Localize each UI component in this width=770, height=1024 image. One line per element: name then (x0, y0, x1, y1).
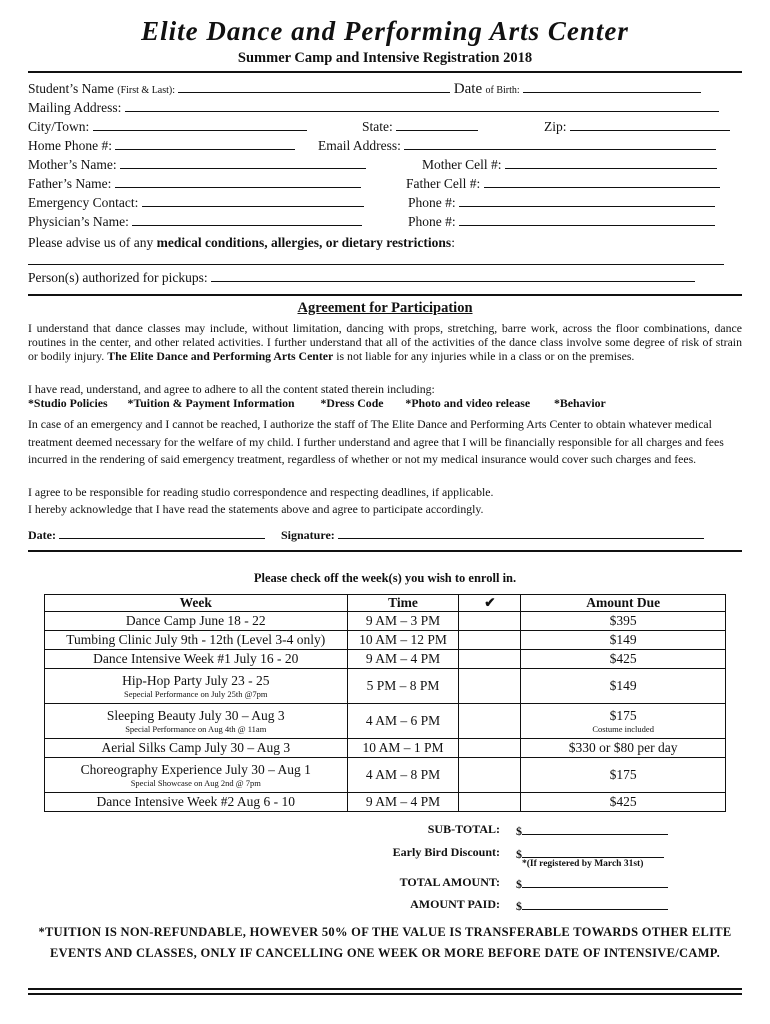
early-bird-currency: $ (516, 847, 522, 861)
date-field[interactable] (59, 526, 265, 539)
amount-paid-value (516, 897, 668, 914)
week-cell: Dance Intensive Week #2 Aug 6 - 10 (45, 793, 348, 812)
table-row (45, 650, 726, 669)
subtotal-label: SUB-TOTAL: (427, 822, 500, 836)
mailing-address-field[interactable] (125, 99, 719, 112)
early-bird-label: Early Bird Discount: (392, 845, 500, 859)
amount-cell (521, 704, 726, 739)
refund-policy-line-2: EVENTS AND CLASSES, ONLY IF CANCELLING ONE WEEK OR MORE BEFORE DATE OF INTENSIVE/CAMP. (49, 946, 721, 960)
dob-label: Date (453, 81, 483, 97)
week-title: Hip-Hop Party July 23 - 25 (122, 672, 270, 688)
agreement-paragraph-3: In case of an emergency and I cannot be reached, I authorize the staff of The Elite Dance and Performing Arts Center to obtain whatever medical treatment deemed necessary for the welfare of my child. I further understand and agree that I will be financially responsible for all charges and fees incurred in the rendering of said emergency treatment, regardless of whether or not my medical insurance would cover such charges and fees. (28, 417, 724, 466)
column-header-amount: Amount Due (521, 595, 726, 612)
amount-paid-label: AMOUNT PAID: (410, 897, 500, 911)
father-cell-field[interactable] (484, 175, 720, 188)
enroll-checkbox[interactable] (459, 758, 521, 793)
date-label: Date: (28, 528, 56, 542)
student-name-label: Student’s Name (28, 81, 114, 96)
dob-field[interactable] (523, 80, 701, 93)
zip-group (544, 118, 730, 135)
emergency-contact-field[interactable] (142, 194, 364, 207)
total-currency: $ (516, 877, 522, 891)
policy-behavior: *Behavior (553, 396, 606, 410)
policy-list (28, 396, 742, 410)
table-row (45, 758, 726, 793)
mother-cell-field[interactable] (505, 156, 717, 169)
paid-currency: $ (516, 899, 522, 913)
time-cell: 5 PM – 8 PM (347, 669, 459, 704)
amount-cell: $330 or $80 per day (521, 739, 726, 758)
subtotal-currency: $ (516, 824, 522, 838)
week-cell: Dance Camp June 18 - 22 (45, 612, 348, 631)
emergency-contact-label: Emergency Contact: (28, 195, 139, 210)
agreement-p1-text: I understand that dance classes may include, without limitation, dancing with props, stretching, barre work, across the floor combinations, dance routines in the center, and other related activities. I further understand that all of the activities of the dance class involve some degree of risk of strain or bodily injury. (28, 321, 742, 363)
amount-paid-field[interactable] (522, 897, 668, 910)
subtotal-field[interactable] (522, 822, 668, 835)
city-field[interactable] (93, 118, 307, 131)
physician-phone-label: Phone #: (408, 214, 456, 229)
amount-cell: $395 (521, 612, 726, 631)
enroll-checkbox[interactable] (459, 650, 521, 669)
father-name-field[interactable] (115, 175, 361, 188)
mother-name-label: Mother’s Name: (28, 157, 117, 172)
amount-cell: $425 (521, 793, 726, 812)
policy-dress-code: *Dress Code (320, 396, 384, 410)
amount-value: $175 (609, 707, 637, 723)
physician-phone-group (408, 213, 715, 230)
city-row (28, 118, 307, 135)
enrollment-table (44, 594, 726, 812)
email-group (318, 137, 716, 154)
state-group (362, 118, 478, 135)
time-cell: 9 AM – 3 PM (347, 612, 459, 631)
agreement-paragraph-5: I hereby acknowledge that I have read the statements above and agree to participate accordingly. (28, 502, 484, 516)
amount-cell: $175 (521, 758, 726, 793)
week-note: Sepecial Performance on July 25th @7pm (123, 688, 268, 699)
week-cell: Aerial Silks Camp July 30 – Aug 3 (45, 739, 348, 758)
signature-label: Signature: (280, 528, 335, 542)
father-name-row (28, 175, 361, 192)
refund-policy-line-1: *TUITION IS NON-REFUNDABLE, HOWEVER 50% OF THE VALUE IS TRANSFERABLE TOWARDS OTHER ELITE (38, 925, 732, 939)
zip-label: Zip: (544, 119, 567, 134)
page-subtitle: Summer Camp and Intensive Registration 2018 (237, 50, 533, 66)
zip-field[interactable] (570, 118, 730, 131)
physician-phone-field[interactable] (459, 213, 715, 226)
mother-cell-label: Mother Cell #: (422, 157, 502, 172)
emergency-contact-row (28, 194, 364, 211)
time-cell: 4 AM – 8 PM (347, 758, 459, 793)
table-row (45, 793, 726, 812)
policy-photo-video: *Photo and video release (405, 396, 531, 410)
column-header-time: Time (347, 595, 459, 612)
amount-cell: $425 (521, 650, 726, 669)
mother-name-field[interactable] (120, 156, 366, 169)
emergency-phone-field[interactable] (459, 194, 715, 207)
dob-label-b: of Birth: (485, 85, 520, 96)
agreement-paragraph-1 (28, 321, 742, 363)
total-amount-field[interactable] (522, 875, 668, 888)
agreement-p1-end: is not liable for any injuries while in a class or on the premises. (336, 349, 635, 363)
signature-field[interactable] (338, 526, 704, 539)
agreement-divider (28, 294, 742, 296)
week-note: Special Performance on Aug 4th @ 11am (125, 723, 267, 734)
footer-rule-bottom (28, 993, 742, 995)
pickups-row (28, 269, 695, 286)
physician-field[interactable] (132, 213, 362, 226)
state-label: State: (362, 119, 393, 134)
agreement-paragraph-4: I agree to be responsible for reading studio correspondence and respecting deadlines, if applicable. (28, 485, 494, 499)
time-cell: 4 AM – 6 PM (347, 704, 459, 739)
early-bird-note: *(If registered by March 31st) (522, 859, 644, 869)
physician-row (28, 213, 362, 230)
table-row (45, 704, 726, 739)
time-cell: 9 AM – 4 PM (347, 793, 459, 812)
week-cell: Dance Intensive Week #1 July 16 - 20 (45, 650, 348, 669)
week-title: Sleeping Beauty July 30 – Aug 3 (106, 707, 285, 723)
agreement-p1-bold: The Elite Dance and Performing Arts Center (107, 349, 334, 363)
table-row (45, 739, 726, 758)
medical-field[interactable] (28, 264, 724, 265)
pickups-label: Person(s) authorized for pickups: (28, 270, 208, 285)
medical-bold: medical conditions, allergies, or dietary restrictions (156, 235, 452, 250)
time-cell: 9 AM – 4 PM (347, 650, 459, 669)
total-amount-label: TOTAL AMOUNT: (399, 875, 500, 889)
home-phone-label: Home Phone #: (28, 138, 112, 153)
enroll-checkbox[interactable] (459, 793, 521, 812)
mailing-address-row (28, 99, 719, 116)
amount-cell: $149 (521, 669, 726, 704)
emergency-phone-label: Phone #: (408, 195, 456, 210)
signature-row (28, 526, 704, 543)
enroll-checkbox[interactable] (459, 631, 521, 650)
table-row (45, 669, 726, 704)
enroll-checkbox[interactable] (459, 669, 521, 704)
total-amount-value (516, 875, 668, 892)
week-cell: Tumbing Clinic July 9th - 12th (Level 3-4 only) (45, 631, 348, 650)
table-row (45, 631, 726, 650)
enroll-checkbox[interactable] (459, 739, 521, 758)
table-row (45, 612, 726, 631)
student-name-row (28, 80, 701, 98)
city-label: City/Town: (28, 119, 90, 134)
table-header-row (45, 595, 726, 612)
physician-label: Physician’s Name: (28, 214, 129, 229)
column-header-week: Week (45, 595, 348, 612)
pickups-field[interactable] (211, 269, 695, 282)
early-bird-field[interactable] (522, 845, 664, 858)
emergency-phone-group (408, 194, 715, 211)
enroll-instruction: Please check off the week(s) you wish to enroll in. (253, 571, 517, 585)
amount-note: Costume included (592, 723, 654, 734)
header-divider (28, 71, 742, 73)
mother-name-row (28, 156, 366, 173)
week-cell (45, 758, 348, 793)
email-field[interactable] (404, 137, 716, 150)
subtotal-value (516, 822, 668, 839)
agreement-heading: Agreement for Participation (297, 300, 473, 316)
amount-cell: $149 (521, 631, 726, 650)
time-cell: 10 AM – 12 PM (347, 631, 459, 650)
home-phone-row (28, 137, 295, 154)
agreement-paragraph-2: I have read, understand, and agree to adhere to all the content stated therein including: (28, 382, 435, 396)
policy-studio: *Studio Policies (28, 396, 108, 410)
time-cell: 10 AM – 1 PM (347, 739, 459, 758)
medical-row (28, 235, 455, 251)
home-phone-field[interactable] (115, 137, 295, 150)
enroll-checkbox[interactable] (459, 612, 521, 631)
footer-rule-top (28, 988, 742, 990)
student-name-field[interactable] (178, 80, 450, 93)
mother-cell-group (422, 156, 717, 173)
enroll-divider (28, 550, 742, 552)
medical-suffix: : (451, 235, 455, 250)
state-field[interactable] (396, 118, 478, 131)
medical-prefix: Please advise us of any (28, 235, 154, 250)
student-name-hint: (First & Last): (117, 85, 176, 96)
mailing-address-label: Mailing Address: (28, 100, 122, 115)
column-header-check: ✔ (459, 595, 521, 612)
father-cell-group (406, 175, 720, 192)
enroll-checkbox[interactable] (459, 704, 521, 739)
week-note: Special Showcase on Aug 2nd @ 7pm (130, 777, 261, 788)
week-cell (45, 704, 348, 739)
week-title: Choreography Experience July 30 – Aug 1 (80, 761, 311, 777)
page-title: Elite Dance and Performing Arts Center (141, 16, 629, 46)
father-name-label: Father’s Name: (28, 176, 112, 191)
policy-tuition: *Tuition & Payment Information (127, 396, 295, 410)
week-cell (45, 669, 348, 704)
email-label: Email Address: (318, 138, 401, 153)
father-cell-label: Father Cell #: (406, 176, 481, 191)
